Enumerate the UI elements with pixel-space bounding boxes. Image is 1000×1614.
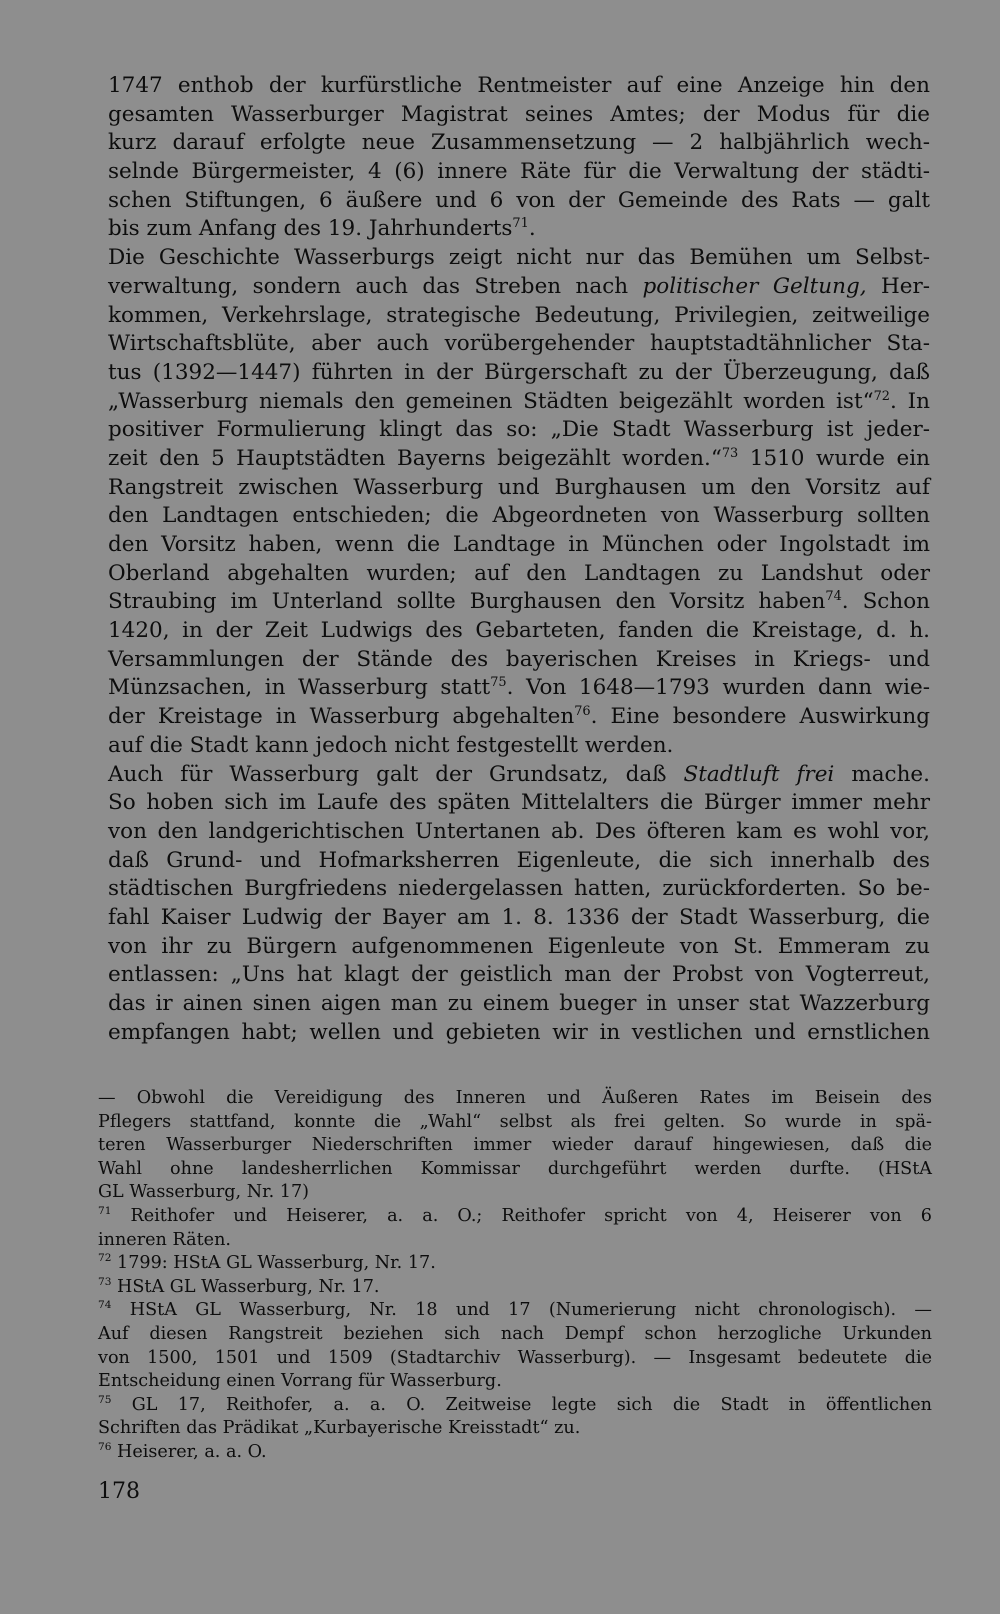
text-run: Her-	[866, 273, 930, 299]
text-run: von den landgerichtischen Untertanen ab. Des öfteren kam es wohl vor,	[108, 818, 930, 844]
text-run: GL Wasserburg, Nr. 17)	[98, 1182, 310, 1203]
text-line	[108, 761, 930, 790]
italic-text: politischer Geltung,	[642, 273, 867, 299]
text-run: positiver Formulierung klingt das so: „Die Stadt Wasserburg ist jeder-	[108, 417, 930, 443]
footnote-line	[98, 1417, 932, 1441]
footnote-line	[98, 1299, 932, 1323]
text-line	[108, 789, 930, 818]
text-run: verwaltung, sondern auch das Streben nach	[108, 273, 643, 299]
text-run: Wahl ohne landesherrlichen Kommissar durchgeführt werden durfte. (HStA	[98, 1158, 932, 1179]
text-line	[108, 502, 930, 531]
text-run: HStA GL Wasserburg, Nr. 17.	[111, 1276, 380, 1297]
text-line	[108, 961, 930, 990]
footnote-marker: 72	[98, 1252, 112, 1265]
footnote-line	[98, 1252, 932, 1276]
footnote-line	[98, 1205, 932, 1229]
text-run: der Kreistage in Wasserburg abgehalten	[108, 704, 575, 730]
text-run: mache.	[834, 761, 930, 787]
text-line	[108, 904, 930, 933]
text-run: bis zum Anfang des 19. Jahrhunderts	[108, 216, 513, 242]
text-run: das ir ainen sinen aigen man zu einem bueger in unser stat Wazzerburg	[108, 991, 930, 1016]
text-line	[108, 531, 930, 560]
text-run: HStA GL Wasserburg, Nr. 18 und 17 (Numerierung nicht chronologisch). —	[111, 1300, 932, 1321]
text-run: tus (1392—1447) führten in der Bürgerschaft zu der Überzeugung, daß	[108, 359, 930, 385]
body-text	[108, 72, 930, 1047]
text-run: Rangstreit zwischen Wasserburg und Burghausen um den Vorsitz auf	[108, 474, 930, 500]
footnote-line	[98, 1111, 932, 1135]
text-line	[108, 215, 930, 244]
footnote-marker: 76	[574, 703, 591, 719]
text-line	[108, 359, 930, 388]
text-run: „Wasserburg niemals den gemeinen Städten beigezählt worden ist“	[108, 388, 874, 414]
text-line	[108, 875, 930, 904]
text-run: . In	[890, 388, 930, 414]
text-run: 1747 enthob der kurfürstliche Rentmeister auf eine Anzeige hin den	[108, 73, 930, 98]
text-run: inneren Räten.	[98, 1229, 231, 1250]
footnote-marker: 76	[98, 1441, 112, 1454]
footnote-marker: 75	[490, 675, 507, 691]
text-run: kurz darauf erfolgte neue Zusammensetzung — 2 halbjährlich wech-	[108, 130, 930, 156]
text-run: Münzsachen, in Wasserburg statt	[108, 675, 491, 701]
text-run: daß Grund- und Hofmarksherren Eigenleute, die sich innerhalb des	[108, 847, 930, 873]
text-line	[108, 445, 930, 474]
text-run: entlassen: „Uns hat klagt der geistlich man der Probst von Vogterreut,	[108, 962, 930, 988]
footnote-line	[98, 1370, 932, 1394]
text-line	[108, 674, 930, 703]
text-run: Heiserer, a. a. O.	[111, 1441, 267, 1462]
text-run: selnde Bürgermeister, 4 (6) innere Räte für die Verwaltung der städti-	[108, 159, 930, 185]
text-run: Wirtschaftsblüte, aber auch vorübergehender hauptstadtähnlicher Sta-	[108, 331, 930, 357]
text-line	[108, 560, 930, 589]
text-run: 1420, in der Zeit Ludwigs des Gebarteten, fanden die Kreistage, d. h.	[108, 618, 930, 644]
text-run: den Landtagen entschieden; die Abgeordneten von Wasserburg sollten	[108, 503, 930, 529]
text-run: 1799: HStA GL Wasserburg, Nr. 17.	[111, 1253, 436, 1274]
text-run: fahl Kaiser Ludwig der Bayer am 1. 8. 1336 der Stadt Wasserburg, die	[108, 904, 930, 930]
footnote-marker: 73	[721, 445, 739, 461]
text-run: Reithofer und Heiserer, a. a. O.; Reithofer spricht von 4, Heiserer von 6	[111, 1205, 932, 1226]
text-line	[108, 244, 930, 273]
text-line	[108, 72, 930, 101]
footnote-line	[98, 1276, 932, 1300]
text-line	[108, 847, 930, 876]
text-line	[108, 617, 930, 646]
footnote-line	[98, 1441, 932, 1465]
text-run: Entscheidung einen Vorrang für Wasserburg.	[98, 1371, 502, 1392]
text-line	[108, 273, 930, 302]
footnote-line	[98, 1323, 932, 1347]
text-run: Oberland abgehalten wurden; auf den Landtagen zu Landshut oder	[108, 560, 930, 586]
text-run: 1510 wurde ein	[738, 445, 930, 471]
footnote-line	[98, 1347, 932, 1371]
text-run: städtischen Burgfriedens niedergelassen hatten, zurückforderten. So be-	[108, 876, 930, 902]
text-line	[108, 158, 930, 187]
footnote-marker: 74	[825, 589, 842, 605]
footnote-line	[98, 1181, 932, 1205]
footnote-marker: 75	[98, 1393, 112, 1406]
text-line	[108, 732, 930, 761]
text-run: Auf diesen Rangstreit beziehen sich nach Dempf schon herzogliche Urkunden	[98, 1323, 932, 1344]
text-run: kommen, Verkehrslage, strategische Bedeutung, Privilegien, zeitweilige	[108, 302, 930, 328]
text-line	[108, 646, 930, 675]
text-run: Auch für Wasserburg galt der Grundsatz, daß	[108, 761, 684, 787]
text-run: von 1500, 1501 und 1509 (Stadtarchiv Wasserburg). — Insgesamt bedeutete die	[98, 1347, 932, 1368]
text-run: von ihr zu Bürgern aufgenommenen Eigenleute von St. Emmeram zu	[108, 933, 930, 959]
text-run: GL 17, Reithofer, a. a. O. Zeitweise legte sich die Stadt in öffentlichen	[111, 1394, 932, 1415]
text-run: . Eine besondere Auswirkung	[590, 704, 930, 730]
text-run: Straubing im Unterland sollte Burghausen den Vorsitz haben	[108, 589, 826, 615]
text-run: teren Wasserburger Niederschriften immer wieder darauf hingewiesen, daß die	[98, 1135, 932, 1156]
footnote-line	[98, 1229, 932, 1253]
text-run: . Schon	[841, 589, 930, 615]
text-line	[108, 818, 930, 847]
text-line	[108, 187, 930, 216]
footnote-marker: 71	[512, 216, 529, 232]
footnote-marker: 74	[98, 1299, 112, 1312]
text-run: .	[528, 216, 536, 242]
text-line	[108, 302, 930, 331]
text-run: Schriften das Prädikat „Kurbayerische Kreisstadt“ zu.	[98, 1418, 581, 1439]
footnotes	[98, 1087, 932, 1465]
text-line	[108, 933, 930, 962]
text-line	[108, 129, 930, 158]
text-run: . Von 1648—1793 wurden dann wie-	[506, 675, 930, 701]
footnote-marker: 73	[98, 1275, 112, 1288]
text-line	[108, 330, 930, 359]
page-number: 178	[98, 1479, 140, 1504]
text-line	[108, 990, 930, 1019]
text-run: empfangen habt; wellen und gebieten wir in vestlichen und ernstlichen	[108, 1019, 930, 1045]
text-line	[108, 101, 930, 130]
text-run: auf die Stadt kann jedoch nicht festgestellt werden.	[108, 732, 674, 758]
footnote-line	[98, 1087, 932, 1111]
footnote-line	[98, 1394, 932, 1418]
footnote-marker: 71	[98, 1205, 112, 1218]
text-run: So hoben sich im Laufe des späten Mittelalters die Bürger immer mehr	[108, 790, 930, 816]
text-run: zeit den 5 Hauptstädten Bayerns beigezählt worden.“	[108, 445, 722, 471]
text-run: — Obwohl die Vereidigung des Inneren und Äußeren Rates im Beisein des	[98, 1088, 932, 1108]
footnote-line	[98, 1134, 932, 1158]
text-run: Die Geschichte Wasserburgs zeigt nicht nur das Bemühen um Selbst-	[108, 245, 930, 271]
text-run: schen Stiftungen, 6 äußere und 6 von der Gemeinde des Rats — galt	[108, 187, 930, 213]
text-run: gesamten Wasserburger Magistrat seines Amtes; der Modus für die	[108, 101, 930, 127]
footnote-line	[98, 1158, 932, 1182]
text-line	[108, 703, 930, 732]
text-line	[108, 588, 930, 617]
text-run: Pflegers stattfand, konnte die „Wahl“ selbst als frei gelten. So wurde in spä-	[98, 1111, 932, 1132]
text-line	[108, 416, 930, 445]
text-run: Versammlungen der Stände des bayerischen Kreises in Kriegs- und	[108, 646, 930, 672]
footnote-marker: 72	[873, 388, 890, 404]
text-run: den Vorsitz haben, wenn die Landtage in München oder Ingolstadt im	[108, 532, 930, 557]
italic-text: Stadtluft frei	[683, 761, 835, 787]
text-line	[108, 474, 930, 503]
text-line	[108, 388, 930, 417]
text-line	[108, 1019, 930, 1048]
